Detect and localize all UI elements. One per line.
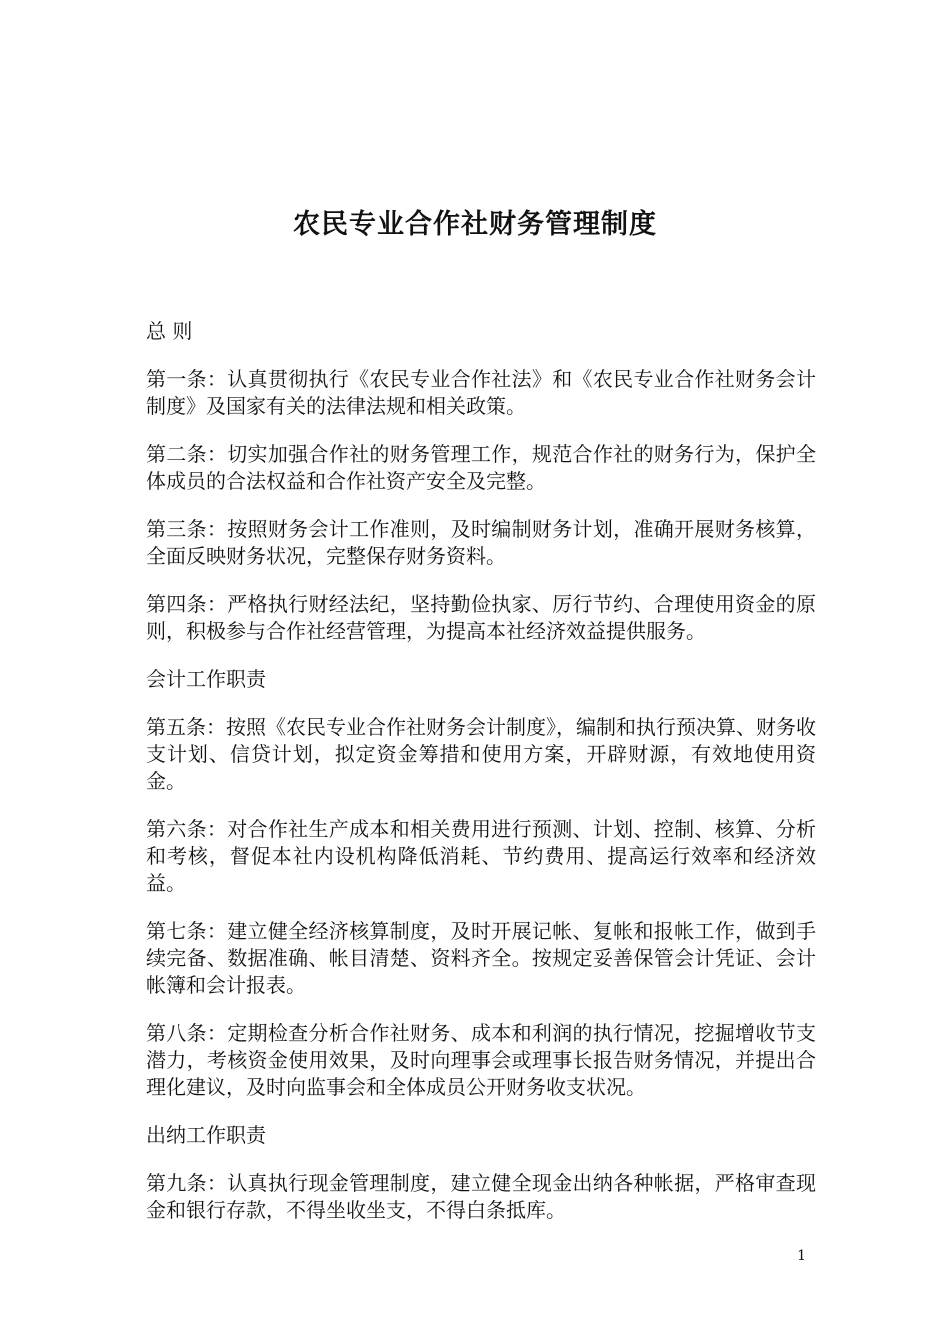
document-body [146, 318, 816, 1245]
article-3: 第三条：按照财务会计工作准则，及时编制财务计划，准确开展财务核算，全面反映财务状况，完整保存财务资料。 [146, 517, 816, 568]
article-6: 第六条：对合作社生产成本和相关费用进行预测、计划、控制、核算、分析和考核，督促本社内设机构降低消耗、节约费用、提高运行效率和经济效益。 [146, 817, 816, 895]
article-1: 第一条：认真贯彻执行《农民专业合作社法》和《农民专业合作社财务会计制度》及国家有关的法律法规和相关政策。 [146, 367, 816, 418]
article-8: 第八条：定期检查分析合作社财务、成本和利润的执行情况，挖掘增收节支潜力，考核资金使用效果，及时向理事会或理事长报告财务情况，并提出合理化建议，及时向监事会和全体成员公开财务收支状况。 [146, 1021, 816, 1099]
section-heading-cashier: 出纳工作职责 [146, 1123, 266, 1147]
page-number: 1 [797, 1248, 806, 1264]
article-7: 第七条：建立健全经济核算制度，及时开展记帐、复帐和报帐工作，做到手续完备、数据准确、帐目清楚、资料齐全。按规定妥善保管会计凭证、会计帐簿和会计报表。 [146, 919, 816, 997]
article-9: 第九条：认真执行现金管理制度，建立健全现金出纳各种帐据，严格审查现金和银行存款，不得坐收坐支，不得白条抵库。 [146, 1171, 816, 1222]
article-4: 第四条：严格执行财经法纪，坚持勤俭执家、厉行节约、合理使用资金的原则，积极参与合作社经营管理，为提高本社经济效益提供服务。 [146, 592, 816, 643]
section-heading-accounting: 会计工作职责 [146, 667, 266, 691]
article-2: 第二条：切实加强合作社的财务管理工作，规范合作社的财务行为，保护全体成员的合法权益和合作社资产安全及完整。 [146, 442, 816, 493]
section-heading-general: 总 则 [146, 319, 193, 343]
article-5: 第五条：按照《农民专业合作社财务会计制度》，编制和执行预决算、财务收支计划、信贷计划，拟定资金筹措和使用方案，开辟财源，有效地使用资金。 [146, 715, 816, 793]
document-title: 农民专业合作社财务管理制度 [293, 209, 657, 240]
